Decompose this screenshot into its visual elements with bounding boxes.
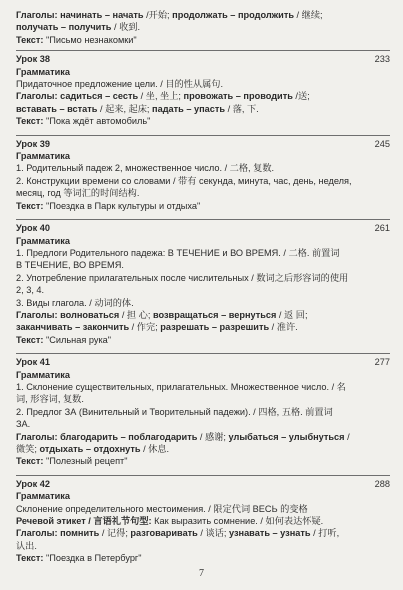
grammar-item: ЗА.: [16, 419, 31, 430]
verbs-line: [16, 431, 390, 443]
verbs-line: [16, 443, 390, 455]
grammar-item: 1. Склонение существительных, прилагательных. Множественное число. / 名: [16, 381, 346, 392]
text-title: "Полезный рецепт": [43, 456, 128, 467]
text-line: [16, 115, 390, 127]
grammar-item: 2. Конструкции времени со словами / 带有 секунда, минута, час, день, неделя,: [16, 175, 352, 186]
verb-pair: заканчивать – закончить: [16, 322, 130, 333]
translation: / 返 回;: [276, 309, 308, 320]
verb-pair: начинать – начать: [60, 10, 144, 20]
text-label: Текст:: [16, 456, 44, 467]
text-title: "Поездка в Петербург": [43, 553, 142, 564]
grammar-heading: Грамматика: [16, 369, 71, 380]
text-label: Текст:: [16, 553, 44, 564]
lesson-40: [16, 219, 390, 349]
grammar-item: В ТЕЧЕНИЕ, ВО ВРЕМЯ.: [16, 260, 124, 271]
page-ref: 277: [374, 357, 390, 368]
verbs-line: [16, 527, 390, 539]
lesson-title: Урок 42: [16, 478, 50, 489]
grammar-item: месяц, год 等词汇的时间结构.: [16, 188, 140, 199]
lesson-title: Урок 38: [16, 54, 50, 65]
translation: / 担 心;: [119, 309, 153, 320]
verbs-line: [16, 321, 390, 333]
grammar-item: 词, 形容词, 复数.: [16, 394, 84, 405]
text-line: [16, 455, 390, 467]
verbs-line: [16, 309, 390, 321]
translation: / 感谢;: [197, 431, 229, 442]
verbs-label: Глаголы:: [16, 91, 61, 102]
table-of-contents: [16, 9, 390, 565]
lesson-heading: [16, 222, 390, 234]
lesson-heading: [16, 356, 390, 368]
page-ref: 288: [374, 478, 390, 489]
translation: 认出.: [16, 540, 37, 551]
text-title: "Поездка в Парк культуры и отдыха": [43, 200, 201, 211]
translation: / 继续;: [293, 10, 323, 20]
lesson-title: Урок 40: [16, 223, 50, 234]
translation: /开始;: [143, 10, 173, 20]
text-line: [16, 200, 390, 212]
text-line: [16, 34, 390, 46]
lesson-39: [16, 135, 390, 215]
verbs-label: Глаголы:: [16, 431, 61, 442]
translation: / 落, 下.: [225, 103, 259, 114]
text-label: Текст:: [16, 334, 44, 345]
verbs-label: Глаголы:: [16, 309, 61, 320]
text-label: Текст:: [16, 34, 44, 45]
page-ref: 233: [374, 54, 390, 65]
text-title: "Письмо незнакомки": [43, 34, 137, 45]
verb: разговаривать: [130, 528, 198, 539]
verb-pair: разрешать – разрешить: [160, 322, 270, 333]
verbs-line: [16, 90, 390, 102]
translation: / 作完;: [129, 322, 161, 333]
translation: / 谈话;: [197, 528, 229, 539]
verb-pair: продолжать – продолжить: [172, 10, 294, 20]
grammar-item: 3. Виды глагола. / 动词的体.: [16, 297, 134, 308]
grammar-item: 2. Употребление прилагательных после числительных / 数词之后形容词的使用: [16, 272, 349, 283]
translation: / 准许.: [269, 322, 298, 333]
verbs-line: [16, 103, 390, 115]
grammar-item: 2. Предлог ЗА (Винительный и Творительный падежи). / 四格, 五格. 前置词: [16, 406, 333, 417]
translation: / 打听,: [310, 528, 340, 539]
page-number: 7: [199, 568, 204, 579]
verb-pair: отдыхать – отдохнуть: [39, 444, 141, 454]
verb-pair: узнавать – узнать: [228, 528, 311, 539]
translation: / 收到.: [111, 22, 141, 33]
grammar-heading: Грамматика: [16, 235, 71, 246]
verb-pair: получать – получить: [16, 22, 112, 33]
verb-pair: волноваться: [60, 309, 120, 320]
lesson-heading: [16, 478, 390, 490]
verb-pair: падать – упасть: [152, 103, 226, 114]
translation: / 记得;: [99, 528, 131, 539]
lesson-41: [16, 353, 390, 471]
text-line: [16, 334, 390, 346]
text-label: Текст:: [16, 116, 44, 127]
text-label: Текст:: [16, 200, 44, 211]
verb-pair: садиться – сесть: [60, 91, 139, 102]
lesson-title: Урок 41: [16, 357, 50, 368]
translation: / 起来, 起床;: [97, 103, 153, 114]
lesson-heading: [16, 53, 390, 65]
verbs-label: Глаголы:: [16, 528, 61, 539]
grammar-item: Склонение определительного местоимения. / 限定代词 ВЕСЬ 的变格: [16, 503, 308, 514]
verb-pair: возвращаться – вернуться: [152, 309, 277, 320]
page-ref: 261: [374, 223, 390, 234]
translation: 微笑;: [16, 444, 40, 454]
grammar-item: 1. Родительный падеж 2, множественное число. / 二格, 复数.: [16, 163, 275, 174]
lesson-38: [16, 50, 390, 130]
verbs-label: Глаголы:: [16, 10, 61, 20]
translation: / 坐, 坐上;: [138, 91, 184, 102]
grammar-heading: Грамматика: [16, 491, 71, 502]
grammar-heading: Грамматика: [16, 151, 71, 162]
page-ref: 245: [374, 138, 390, 149]
lesson-title: Урок 39: [16, 138, 50, 149]
lesson-heading: [16, 138, 390, 150]
grammar-item: Придаточное предложение цели. / 目的性从属句.: [16, 79, 224, 90]
translation: /: [344, 431, 350, 442]
text-line: [16, 552, 390, 564]
translation: /送;: [292, 91, 310, 102]
grammar-item: 2, 3, 4.: [16, 285, 45, 296]
etiquette-label-cn: / 言语礼节句型:: [85, 516, 155, 527]
text-title: "Пока ждёт автомобиль": [43, 116, 151, 127]
grammar-item: 1. Предлоги Родительного падежа: В ТЕЧЕНИЕ и ВО ВРЕМЯ. / 二格. 前置词: [16, 247, 340, 258]
text-title: "Сильная рука": [43, 334, 112, 345]
verb-pair: вставать – встать: [16, 103, 98, 114]
etiquette-line: [16, 515, 390, 527]
verb: помнить: [60, 528, 100, 539]
grammar-heading: Грамматика: [16, 66, 71, 77]
lesson-42: [16, 475, 390, 565]
verb-pair: улыбаться – улыбнуться: [228, 431, 345, 442]
etiquette-topic: Как выразить сомнение. / 如何表达怀疑.: [154, 516, 324, 527]
etiquette-label: Речевой этикет: [16, 516, 86, 527]
verb-pair: провожать – проводить: [183, 91, 293, 102]
verb-pair: благодарить – поблагодарить: [60, 431, 198, 442]
verbs-line: [16, 9, 390, 21]
translation: / 休息.: [140, 444, 170, 454]
verbs-line: [16, 21, 390, 33]
